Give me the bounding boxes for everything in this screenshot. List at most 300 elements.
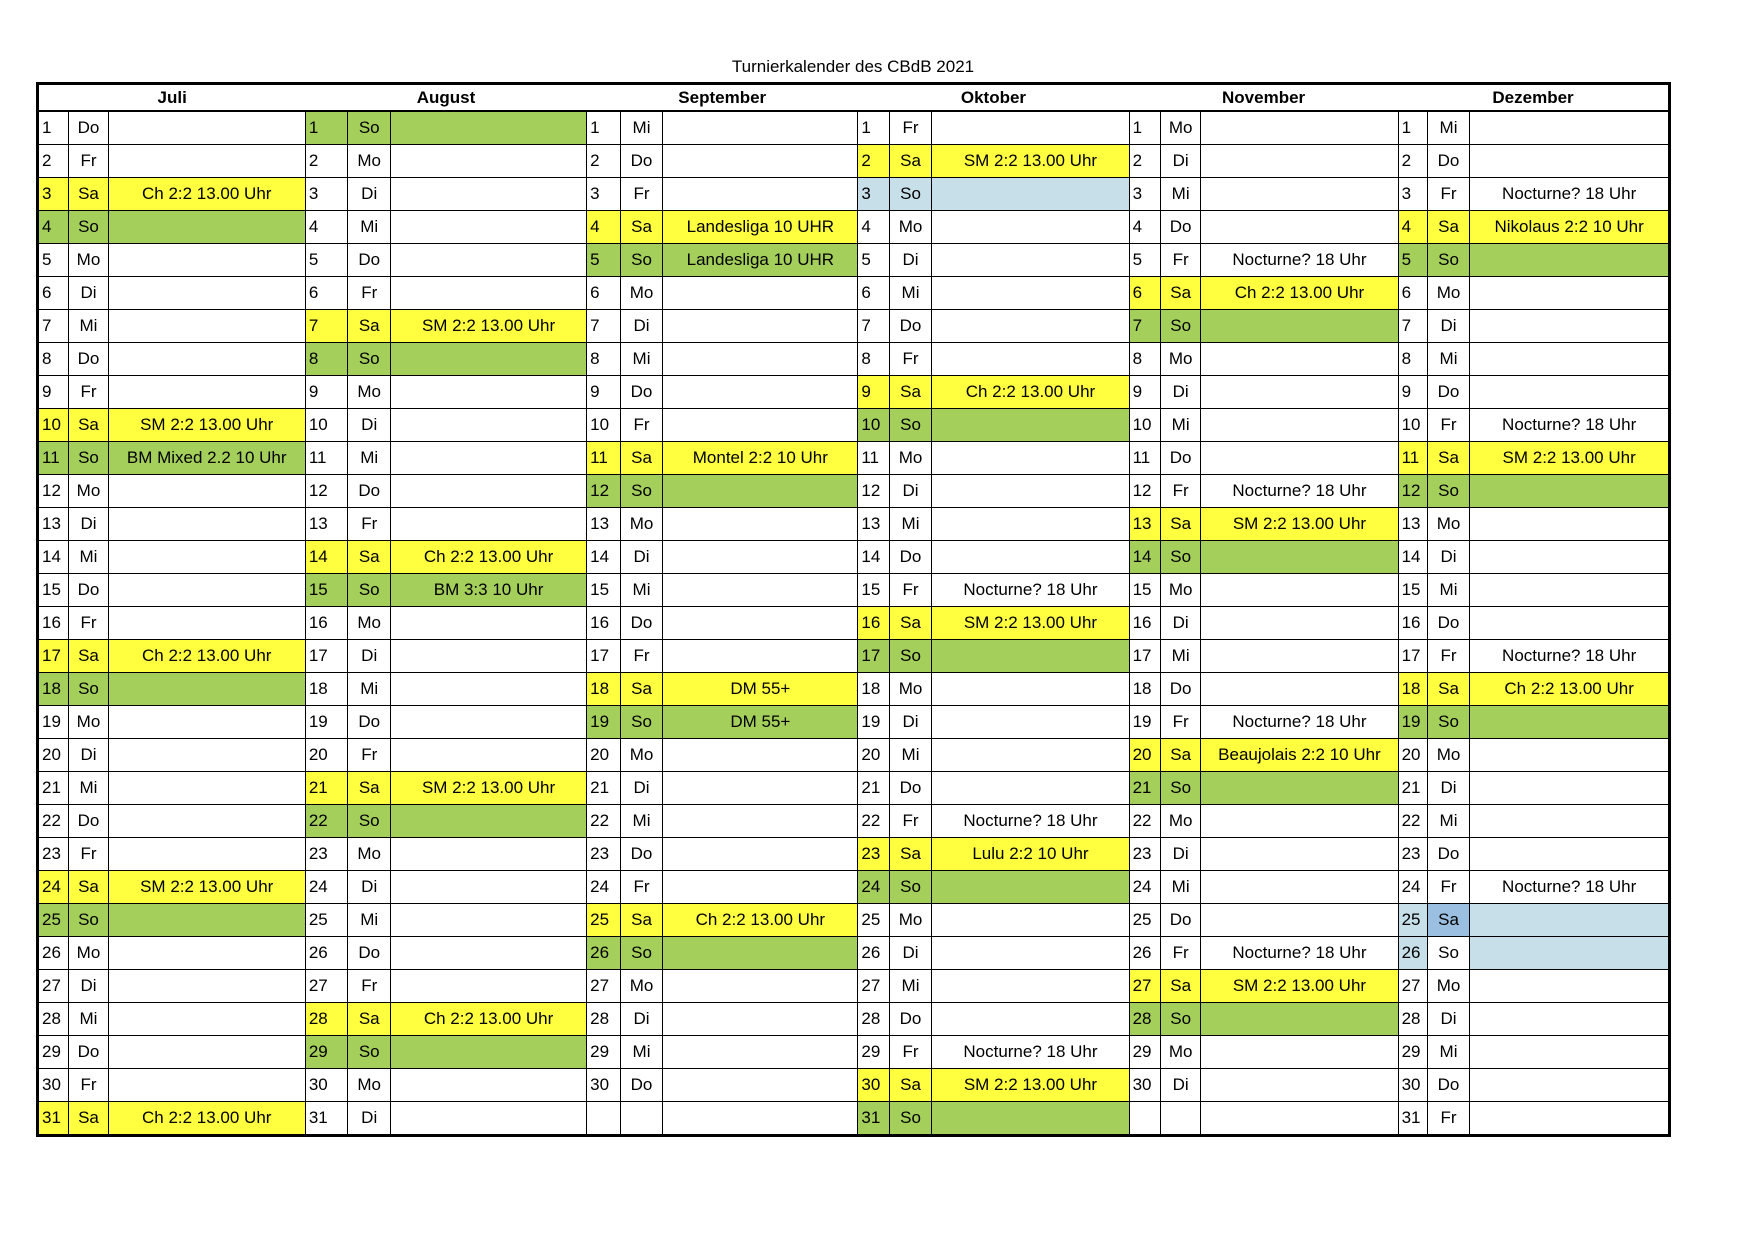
day-number-cell: 3 [858,178,889,211]
day-number-cell: 10 [587,409,621,442]
table-row [38,211,1670,244]
event-cell [932,409,1129,442]
event-cell [932,772,1129,805]
weekday-cell: Mo [620,508,663,541]
event-cell [932,706,1129,739]
event-cell [663,739,858,772]
tournament-calendar-table [36,82,1671,1137]
event-cell [1470,904,1670,937]
event-cell [1470,277,1670,310]
day-number-cell: 21 [38,772,69,805]
weekday-cell: Fr [69,376,108,409]
event-cell [932,277,1129,310]
day-number-cell: 30 [305,1069,348,1102]
event-cell: SM 2:2 13.00 Uhr [932,607,1129,640]
event-cell [391,904,587,937]
table-row [38,673,1670,706]
event-cell [663,178,858,211]
weekday-cell: Di [889,244,932,277]
day-number-cell: 16 [38,607,69,640]
weekday-cell: So [348,343,391,376]
day-number-cell: 18 [305,673,348,706]
weekday-cell: Fr [1160,475,1200,508]
weekday-cell: Di [69,277,108,310]
weekday-cell: Mo [1160,574,1200,607]
event-cell [391,211,587,244]
weekday-cell: Di [620,541,663,574]
weekday-cell: Mi [348,211,391,244]
weekday-cell: So [348,1036,391,1069]
day-number-cell: 19 [305,706,348,739]
table-row [38,706,1670,739]
day-number-cell: 12 [305,475,348,508]
day-number-cell: 12 [587,475,621,508]
event-cell [108,508,305,541]
event-cell: Nocturne? 18 Uhr [1201,244,1398,277]
weekday-cell: So [620,706,663,739]
weekday-cell: Fr [889,805,932,838]
weekday-cell: Do [348,244,391,277]
day-number-cell: 20 [587,739,621,772]
event-cell: SM 2:2 13.00 Uhr [391,772,587,805]
event-cell [108,706,305,739]
month-header-dezember: Dezember [1398,84,1669,112]
table-row [38,277,1670,310]
weekday-cell: So [1427,937,1470,970]
event-cell [663,1036,858,1069]
day-number-cell: 25 [305,904,348,937]
day-number-cell: 9 [858,376,889,409]
event-cell [663,871,858,904]
day-number-cell: 15 [1398,574,1427,607]
event-cell [1470,772,1670,805]
day-number-cell: 26 [858,937,889,970]
weekday-cell: Sa [1427,904,1470,937]
event-cell: Nocturne? 18 Uhr [1470,409,1670,442]
table-row [38,145,1670,178]
day-number-cell: 25 [38,904,69,937]
event-cell [932,343,1129,376]
weekday-cell: Fr [348,739,391,772]
weekday-cell: Sa [1427,673,1470,706]
event-cell [108,145,305,178]
event-cell [108,937,305,970]
event-cell: Nocturne? 18 Uhr [1201,475,1398,508]
day-number-cell: 13 [1398,508,1427,541]
weekday-cell: So [889,1102,932,1136]
day-number-cell: 2 [858,145,889,178]
day-number-cell: 2 [1129,145,1160,178]
table-row [38,310,1670,343]
day-number-cell [1129,1102,1160,1136]
event-cell [1470,1102,1670,1136]
day-number-cell: 14 [587,541,621,574]
day-number-cell: 21 [305,772,348,805]
weekday-cell: Mi [1427,111,1470,145]
day-number-cell: 13 [305,508,348,541]
event-cell: SM 2:2 13.00 Uhr [391,310,587,343]
event-cell [1470,574,1670,607]
day-number-cell: 28 [1129,1003,1160,1036]
weekday-cell: Mo [69,706,108,739]
event-cell: Nocturne? 18 Uhr [1470,640,1670,673]
event-cell [108,277,305,310]
day-number-cell: 13 [38,508,69,541]
weekday-cell: Mo [348,1069,391,1102]
event-cell: Ch 2:2 13.00 Uhr [108,640,305,673]
event-cell [391,937,587,970]
weekday-cell: Do [620,376,663,409]
event-cell [108,904,305,937]
event-cell: Ch 2:2 13.00 Uhr [391,541,587,574]
day-number-cell: 27 [1398,970,1427,1003]
weekday-cell: Sa [889,607,932,640]
event-cell [1470,607,1670,640]
event-cell: Landesliga 10 UHR [663,244,858,277]
weekday-cell: Do [69,1036,108,1069]
day-number-cell: 11 [305,442,348,475]
event-cell [1470,343,1670,376]
day-number-cell: 20 [38,739,69,772]
weekday-cell: Mi [889,277,932,310]
day-number-cell: 23 [38,838,69,871]
weekday-cell [620,1102,663,1136]
day-number-cell: 6 [587,277,621,310]
day-number-cell: 24 [587,871,621,904]
day-number-cell: 30 [38,1069,69,1102]
event-cell: Lulu 2:2 10 Uhr [932,838,1129,871]
weekday-cell: Sa [69,1102,108,1136]
weekday-cell: Di [620,310,663,343]
weekday-cell: Sa [348,541,391,574]
table-row [38,937,1670,970]
weekday-cell: Sa [69,178,108,211]
weekday-cell: So [889,871,932,904]
weekday-cell: Do [889,1003,932,1036]
weekday-cell: Do [620,607,663,640]
weekday-cell: So [1160,541,1200,574]
day-number-cell: 19 [1398,706,1427,739]
weekday-cell: Mo [1427,970,1470,1003]
day-number-cell: 23 [858,838,889,871]
day-number-cell: 15 [38,574,69,607]
weekday-cell: So [889,640,932,673]
event-cell [663,343,858,376]
day-number-cell: 17 [1129,640,1160,673]
event-cell [932,970,1129,1003]
weekday-cell: Fr [889,111,932,145]
month-header-row [38,84,1670,112]
weekday-cell: Mi [1160,871,1200,904]
weekday-cell: Fr [1160,937,1200,970]
weekday-cell: Di [348,178,391,211]
day-number-cell: 7 [38,310,69,343]
event-cell [1201,805,1398,838]
day-number-cell: 20 [858,739,889,772]
event-cell [1201,145,1398,178]
weekday-cell: So [1160,1003,1200,1036]
weekday-cell: Sa [620,904,663,937]
day-number-cell: 11 [587,442,621,475]
event-cell [108,376,305,409]
weekday-cell: Fr [620,178,663,211]
weekday-cell: Do [889,310,932,343]
event-cell [391,277,587,310]
day-number-cell: 3 [587,178,621,211]
weekday-cell: Di [620,772,663,805]
event-cell [391,1102,587,1136]
event-cell [1470,838,1670,871]
day-number-cell: 29 [1398,1036,1427,1069]
event-cell [663,541,858,574]
event-cell [663,805,858,838]
day-number-cell: 16 [1398,607,1427,640]
event-cell: Nikolaus 2:2 10 Uhr [1470,211,1670,244]
table-row [38,178,1670,211]
event-cell [932,244,1129,277]
day-number-cell: 5 [38,244,69,277]
event-cell [391,409,587,442]
day-number-cell: 10 [305,409,348,442]
day-number-cell: 5 [587,244,621,277]
table-row [38,442,1670,475]
event-cell [391,640,587,673]
weekday-cell: Fr [1427,1102,1470,1136]
weekday-cell: Fr [1427,178,1470,211]
day-number-cell: 17 [1398,640,1427,673]
weekday-cell: Mi [889,508,932,541]
event-cell: BM Mixed 2.2 10 Uhr [108,442,305,475]
day-number-cell: 10 [38,409,69,442]
event-cell [1470,310,1670,343]
event-cell: Ch 2:2 13.00 Uhr [932,376,1129,409]
event-cell: SM 2:2 13.00 Uhr [932,145,1129,178]
day-number-cell: 27 [587,970,621,1003]
event-cell [108,772,305,805]
event-cell [932,640,1129,673]
table-row [38,772,1670,805]
event-cell [932,310,1129,343]
weekday-cell: Do [1160,673,1200,706]
day-number-cell: 12 [1129,475,1160,508]
day-number-cell: 28 [305,1003,348,1036]
event-cell: Nocturne? 18 Uhr [932,574,1129,607]
event-cell [391,145,587,178]
event-cell: SM 2:2 13.00 Uhr [1201,508,1398,541]
table-row [38,541,1670,574]
event-cell [663,111,858,145]
day-number-cell: 9 [1129,376,1160,409]
day-number-cell: 3 [305,178,348,211]
weekday-cell: Fr [620,409,663,442]
event-cell [1201,178,1398,211]
day-number-cell: 2 [1398,145,1427,178]
day-number-cell: 16 [587,607,621,640]
event-cell [108,475,305,508]
day-number-cell: 31 [858,1102,889,1136]
event-cell [391,673,587,706]
event-cell [932,739,1129,772]
weekday-cell: Mo [1427,739,1470,772]
weekday-cell: So [348,111,391,145]
event-cell [1470,541,1670,574]
day-number-cell: 7 [858,310,889,343]
month-header-oktober: Oktober [858,84,1129,112]
day-number-cell: 11 [1129,442,1160,475]
day-number-cell: 22 [587,805,621,838]
event-cell [932,178,1129,211]
event-cell [391,244,587,277]
weekday-cell: Mi [348,442,391,475]
day-number-cell: 22 [1129,805,1160,838]
weekday-cell: Sa [889,838,932,871]
day-number-cell: 3 [1129,178,1160,211]
event-cell [1470,706,1670,739]
weekday-cell: Fr [348,970,391,1003]
weekday-cell: Fr [348,508,391,541]
weekday-cell: Mo [889,442,932,475]
weekday-cell: Mi [69,772,108,805]
event-cell [108,673,305,706]
weekday-cell: Do [1160,904,1200,937]
weekday-cell: Mi [69,541,108,574]
event-cell: Nocturne? 18 Uhr [932,1036,1129,1069]
day-number-cell: 5 [858,244,889,277]
weekday-cell: Di [1427,310,1470,343]
day-number-cell: 1 [1398,111,1427,145]
weekday-cell: Do [1427,838,1470,871]
weekday-cell: So [1160,310,1200,343]
weekday-cell: Fr [1427,409,1470,442]
day-number-cell: 19 [587,706,621,739]
day-number-cell: 8 [305,343,348,376]
day-number-cell: 15 [858,574,889,607]
weekday-cell: Do [348,475,391,508]
weekday-cell: So [1160,772,1200,805]
event-cell: BM 3:3 10 Uhr [391,574,587,607]
event-cell: SM 2:2 13.00 Uhr [932,1069,1129,1102]
event-cell [1470,1036,1670,1069]
event-cell [663,145,858,178]
day-number-cell: 24 [38,871,69,904]
event-cell: Nocturne? 18 Uhr [932,805,1129,838]
day-number-cell: 9 [38,376,69,409]
event-cell [108,838,305,871]
event-cell [108,541,305,574]
day-number-cell: 20 [1129,739,1160,772]
weekday-cell: Fr [69,1069,108,1102]
day-number-cell: 7 [1398,310,1427,343]
event-cell [1470,508,1670,541]
event-cell [108,574,305,607]
weekday-cell: Sa [889,145,932,178]
event-cell [391,475,587,508]
weekday-cell: So [1427,244,1470,277]
weekday-cell: So [69,211,108,244]
event-cell [1470,805,1670,838]
day-number-cell: 28 [858,1003,889,1036]
table-row [38,574,1670,607]
day-number-cell: 25 [1398,904,1427,937]
event-cell [1201,409,1398,442]
table-row [38,838,1670,871]
day-number-cell: 22 [38,805,69,838]
weekday-cell: Di [69,508,108,541]
day-number-cell: 27 [1129,970,1160,1003]
day-number-cell: 27 [858,970,889,1003]
day-number-cell: 29 [1129,1036,1160,1069]
weekday-cell: Sa [620,211,663,244]
weekday-cell: Do [620,838,663,871]
day-number-cell: 1 [1129,111,1160,145]
day-number-cell: 13 [1129,508,1160,541]
day-number-cell: 15 [587,574,621,607]
day-number-cell: 26 [1398,937,1427,970]
day-number-cell: 26 [587,937,621,970]
day-number-cell: 30 [587,1069,621,1102]
event-cell [108,310,305,343]
weekday-cell: Mo [348,607,391,640]
day-number-cell: 1 [858,111,889,145]
day-number-cell: 26 [305,937,348,970]
day-number-cell: 10 [1398,409,1427,442]
day-number-cell: 13 [587,508,621,541]
event-cell [391,970,587,1003]
weekday-cell: Mi [620,805,663,838]
day-number-cell: 10 [858,409,889,442]
day-number-cell: 7 [587,310,621,343]
event-cell [1470,739,1670,772]
day-number-cell: 22 [305,805,348,838]
day-number-cell: 25 [587,904,621,937]
day-number-cell: 30 [858,1069,889,1102]
weekday-cell: Do [1160,442,1200,475]
weekday-cell: Fr [1427,871,1470,904]
event-cell: Ch 2:2 13.00 Uhr [663,904,858,937]
event-cell [1470,376,1670,409]
event-cell [1470,475,1670,508]
event-cell [663,1102,858,1136]
event-cell [663,640,858,673]
event-cell [391,178,587,211]
day-number-cell: 14 [1129,541,1160,574]
weekday-cell: Fr [348,277,391,310]
table-row [38,970,1670,1003]
weekday-cell: Mo [889,673,932,706]
weekday-cell: So [69,673,108,706]
event-cell [932,211,1129,244]
event-cell [1201,772,1398,805]
weekday-cell: Mo [348,145,391,178]
event-cell [391,508,587,541]
event-cell [1201,211,1398,244]
table-row [38,409,1670,442]
event-cell [663,1069,858,1102]
day-number-cell: 9 [305,376,348,409]
event-cell [663,475,858,508]
event-cell: Montel 2:2 10 Uhr [663,442,858,475]
event-cell [1201,904,1398,937]
day-number-cell: 9 [1398,376,1427,409]
event-cell [1201,574,1398,607]
day-number-cell: 17 [305,640,348,673]
day-number-cell: 11 [1398,442,1427,475]
weekday-cell: So [348,574,391,607]
day-number-cell: 21 [858,772,889,805]
event-cell: Ch 2:2 13.00 Uhr [391,1003,587,1036]
event-cell [932,442,1129,475]
event-cell [1201,838,1398,871]
